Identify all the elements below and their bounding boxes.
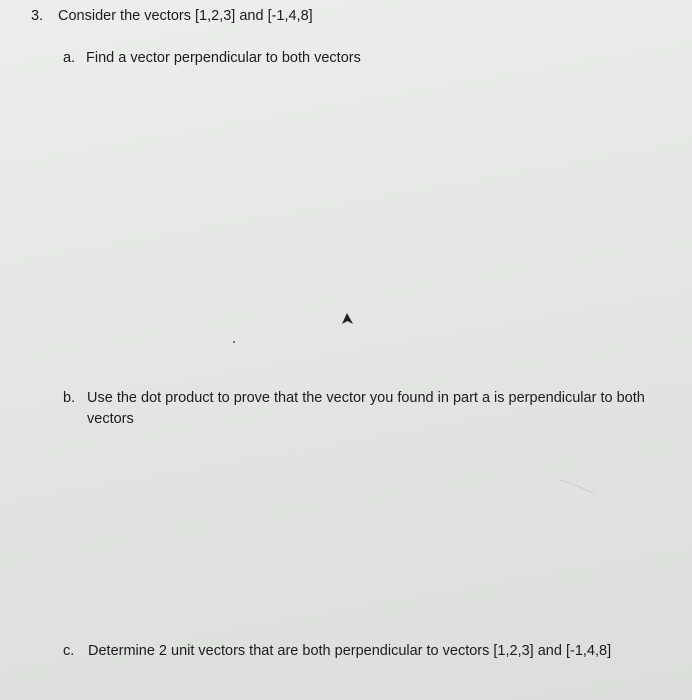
part-a-label: a. [63, 50, 76, 66]
part-b-text: Use the dot product to prove that the vector you found in part a is perpendicular to both vectors [87, 390, 645, 427]
arrow-cursor-icon [340, 312, 354, 326]
paper-speck [233, 341, 235, 343]
part-c-text: Determine 2 unit vectors that are both perpendicular to vectors [1,2,3] and [-1,4,8] [88, 643, 612, 659]
question-number: 3. [31, 8, 44, 24]
paper-scuff [558, 478, 598, 496]
part-c-label: c. [63, 643, 75, 659]
part-a-text: Find a vector perpendicular to both vectors [86, 50, 361, 66]
part-b-label: b. [63, 390, 76, 406]
question-text: Consider the vectors [1,2,3] and [-1,4,8] [58, 8, 313, 24]
